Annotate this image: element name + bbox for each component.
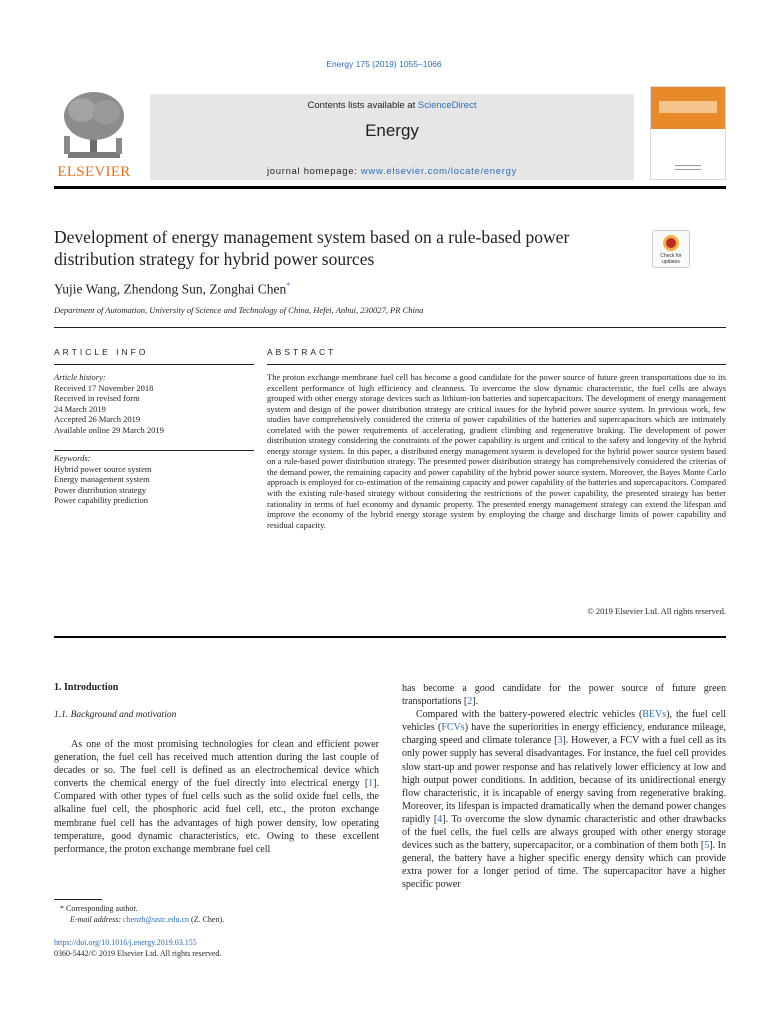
homepage-link[interactable]: www.elsevier.com/locate/energy: [360, 166, 518, 177]
article-history: [54, 372, 254, 436]
info-rule: [54, 364, 254, 365]
doi-block: [54, 937, 221, 959]
keyword-item: Hybrid power source system: [54, 463, 152, 474]
subsection-heading: 1.1. Background and motivation: [54, 710, 177, 720]
author-list: Yujie Wang, Zhendong Sun, Zonghai Chen*: [54, 281, 291, 297]
article-title: Development of energy management system based on a rule-based power distribution strategy for hybrid power sources: [54, 227, 570, 269]
corresponding-author-mark[interactable]: *: [286, 281, 291, 290]
email-link[interactable]: chenzh@ustc.edu.cn: [123, 915, 190, 924]
keyword-item: Power capability prediction: [54, 495, 148, 506]
abbreviation-link[interactable]: FCVs: [441, 722, 465, 734]
crossmark-label: Check for updates: [660, 253, 682, 265]
body-rule: [54, 636, 726, 638]
info-divider: [54, 450, 254, 451]
contents-line: Contents lists available at ScienceDirect: [307, 100, 477, 111]
affiliation: Department of Automation, University of Science and Technology of China, Hefei, Anhui, 230027, PR China: [54, 305, 424, 315]
header-rule: [54, 186, 726, 189]
citation-link[interactable]: 2: [467, 696, 473, 708]
article-info-heading: ARTICLE INFO: [54, 347, 149, 357]
body-column-left: As one of the most promising technologies for clean and efficient power generation, the fuel cell has received much attention during the last couple of decades or so. The fuel cell is defined as an electrochemical device which converts the chemical energy of the fuel directly into electrical energy [1]. Compared with other types of fuel cells such as the solid oxide fuel cells, the alkaline fuel cell, the phosphoric acid fuel cell, etc., the proton exchange membrane fuel cell has the advantages of high power density, low operating temperature, good dynamic characteristics, etc. Owing to these excellent performance, the proton exchange membrane fuel cell: [54, 739, 379, 855]
footnote: * Corresponding author. E-mail address: chenzh@ustc.edu.cn (Z. Chen).: [60, 904, 225, 924]
citation-link[interactable]: 3: [557, 735, 563, 747]
keywords-label: Keywords:: [54, 453, 91, 463]
issn-line: 0360-5442/© 2019 Elsevier Ltd. All rights reserved.: [54, 949, 222, 958]
body-column-right: [402, 682, 726, 892]
citation-link[interactable]: 4: [437, 813, 443, 825]
keywords: [54, 453, 254, 506]
journal-homepage: journal homepage: www.elsevier.com/locate/energy: [266, 166, 518, 177]
crossmark-badge[interactable]: [652, 230, 690, 268]
journal-title: Energy: [365, 121, 419, 140]
history-item: Received in revised form: [54, 393, 140, 404]
doi-link[interactable]: https://doi.org/10.1016/j.energy.2019.03.155: [54, 938, 197, 947]
journal-citation[interactable]: Energy 175 (2019) 1055–1066: [326, 59, 442, 69]
keyword-item: Energy management system: [54, 474, 150, 485]
affiliation-rule: [54, 327, 726, 328]
abstract-rule: [267, 364, 726, 365]
history-item: Accepted 26 March 2019: [54, 414, 141, 425]
sciencedirect-link[interactable]: ScienceDirect: [417, 100, 477, 111]
abstract-text: The proton exchange membrane fuel cell has become a good candidate for the power source of future green transportations due to its excellent performance of high efficiency and cleanness. To overcome the slow dynamic characteristic, the fuel cells are always grouped with other energy storage devices such as lithium-ion batteries and supercapacitors. The development of energy management system and design of the power distribution strategy are critical issues for the hybrid power source system. In previous work, few studies have comprehensively considered the criteria of power capabilities of the batteries and supercapacitors which are intimately correlated with the power requirements of accelerating, gradient climbing and regenerative braking. The development of power distribution strategy considering the constraints of the power capability is urgent and critical to the safety and longevity of the hybrid energy storage system. In this paper, a distributed energy management system is developed for the hybrid power source system based on a rule-based power distribution strategy. The presented power distribution strategy has comprehensively considered the criterias of the demand power, the remaining capacity and power capability of the hybrid power source system. Moreover, the Bayes Monte Carlo approach is employed for co-estimation of the remaining capacity and power capability of the batteries and supercapacitors. Compared with the existing rule-based strategy without considering the restrictions of the power capability, the presented strategy has better rationality in terms of fuel economy and dynamic property. The presented energy management strategy can extend the lifespan and improve the economy of the hybrid energy storage system by employing the charge and discharge limits of power capability and residual capacity.: [267, 372, 726, 530]
history-item: 24 March 2019: [54, 403, 106, 414]
paragraph: Compared with the battery-powered electric vehicles (BEVs), the fuel cell vehicles (FCVs) have the superiorities in energy efficiency, endurance mileage, charging speed and climate tolerance [3]. However, a FCV with a fuel cell as its only power supply has several disadvantages. For instance, the fuel cell provides slow start-up and power response and has relatively lower efficiency at low and high output power conditions. In addition, because of its unidirectional energy flow characteristic, it is incapable of energy saving from regenerative braking. Moreover, its lifespan is impacted dramatically when the demand power changes rapidly [4]. To overcome the slow dynamic characteristic and other drawbacks of the fuel cells, the fuel cells are always grouped with other energy storage devices such as the battery, supercapacitor, or a combination of them both [5]. In general, the battery have a higher specific energy density which can provide extra power for a longer period of time. The supercapacitor have a higher specific power: [402, 709, 727, 891]
history-item: Available online 29 March 2019: [54, 424, 164, 435]
journal-cover-image[interactable]: [650, 86, 726, 180]
footnote-rule: [54, 899, 102, 900]
history-label: Article history:: [54, 372, 106, 382]
journal-banner: [150, 94, 634, 180]
citation-link[interactable]: 5: [704, 840, 710, 852]
journal-header: [54, 86, 726, 182]
history-item: Received 17 November 2018: [54, 382, 154, 393]
abbreviation-link[interactable]: BEVs: [642, 709, 667, 721]
elsevier-tree-logo: [54, 86, 134, 182]
keyword-item: Power distribution strategy: [54, 484, 147, 495]
abstract-heading: ABSTRACT: [267, 347, 337, 357]
publisher-name: ELSEVIER: [57, 164, 131, 180]
paragraph: has become a good candidate for the power source of future green transportations [2].: [402, 683, 726, 708]
citation-link[interactable]: 1: [368, 778, 374, 790]
crossmark-icon: [663, 235, 679, 251]
abstract-copyright: © 2019 Elsevier Ltd. All rights reserved.: [587, 606, 726, 616]
section-heading-introduction: 1. Introduction: [54, 682, 119, 693]
